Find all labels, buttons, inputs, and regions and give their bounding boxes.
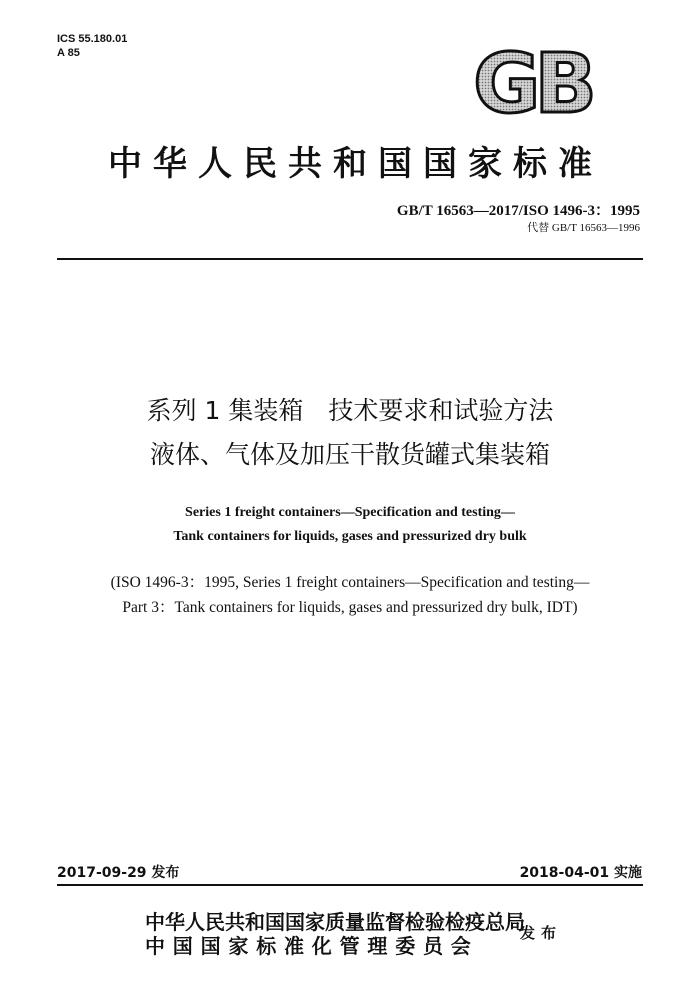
issuing-authorities xyxy=(145,910,525,958)
issue-date: 2017-09-29 发布 xyxy=(57,865,180,881)
ics-code: ICS 55.180.01 xyxy=(57,33,128,45)
logo-text: GB xyxy=(473,42,591,120)
iso-reference-line2: Part 3：Tank containers for liquids, gases and pressurized dry bulk, IDT) xyxy=(122,599,578,616)
title-en-line1: Series 1 freight containers—Specification and testing— xyxy=(185,505,515,520)
title-en-line2: Tank containers for liquids, gases and pressurized dry bulk xyxy=(173,529,527,544)
issuer-sac: 中国国家标准化管理委员会 xyxy=(145,934,479,958)
standard-name: 中华人民共和国国家标准 xyxy=(108,144,603,184)
classification-codes xyxy=(57,32,127,60)
title-cn-line1: 系列 1 集装箱 技术要求和试验方法 xyxy=(146,396,554,425)
standard-number: GB/T 16563—2017/ISO 1496-3：1995 xyxy=(396,203,640,219)
header-divider xyxy=(57,258,643,260)
publish-label: 发布 xyxy=(520,924,563,942)
implementation-date: 2018-04-01 实施 xyxy=(519,865,642,881)
gb-logo-icon xyxy=(460,42,605,120)
issuer-aqsiq: 中华人民共和国国家质量监督检验检疫总局 xyxy=(145,910,525,934)
ccs-code: A 85 xyxy=(57,47,80,59)
title-cn-line2: 液体、气体及加压干散货罐式集装箱 xyxy=(149,440,550,469)
iso-reference-line1: (ISO 1496-3：1995, Series 1 freight containers—Specification and testing— xyxy=(110,574,590,591)
replaces-standard: 代替 GB/T 16563—1996 xyxy=(527,222,640,234)
footer-divider xyxy=(57,884,643,886)
standard-codes xyxy=(397,202,640,235)
